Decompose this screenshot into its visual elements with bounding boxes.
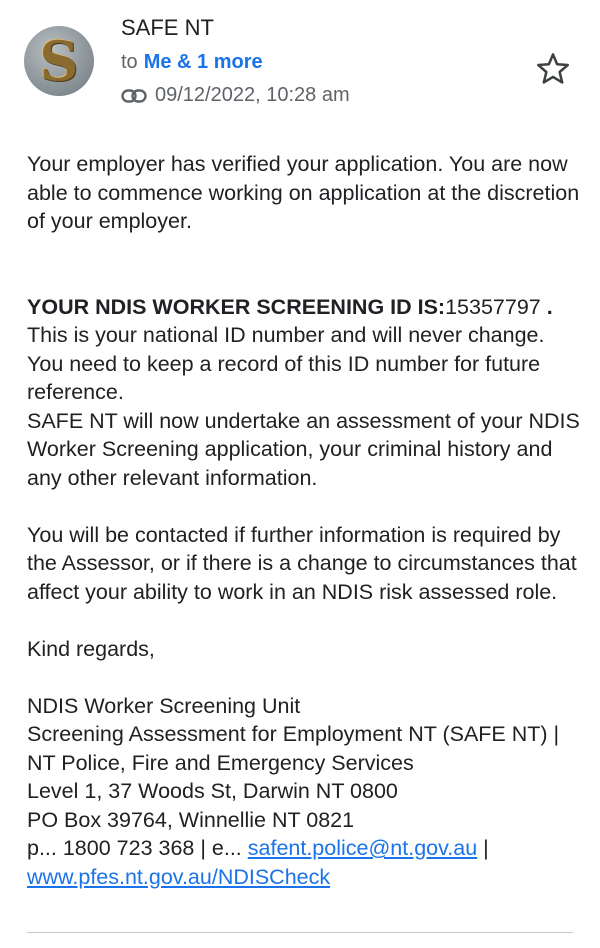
signature-separator: | <box>477 836 489 860</box>
screening-id-number: 15357797 <box>445 294 541 319</box>
to-prefix: to <box>121 51 138 73</box>
verification-paragraph: Your employer has verified your application. You are now able to commence working on application at the discretion of your employer. <box>27 152 580 233</box>
star-outline-icon[interactable] <box>534 50 572 88</box>
email-header <box>0 0 600 130</box>
screening-id-note: This is your national ID number and will never change. You need to keep a record of this ID number for future reference. <box>27 323 545 404</box>
screening-id-paragraph <box>27 293 582 407</box>
signature-contact-prefix: p... 1800 723 368 | e... <box>27 836 248 860</box>
screening-id-label: YOUR NDIS WORKER SCREENING ID IS: <box>27 294 446 319</box>
recipients-link[interactable]: Me & 1 more <box>143 51 263 73</box>
signature-address-1: Level 1, 37 Woods St, Darwin NT 0800 <box>27 779 398 803</box>
signature-unit: NDIS Worker Screening Unit <box>27 693 301 718</box>
signature-website-link[interactable]: www.pfes.nt.gov.au/NDISCheck <box>27 864 331 889</box>
contact-paragraph: You will be contacted if further information is required by the Assessor, or if there is a change to circumstances that affect your ability to work in an NDIS risk assessed role. <box>27 522 577 604</box>
divider <box>27 932 573 933</box>
signature-email-link[interactable]: safent.police@nt.gov.au <box>247 836 478 860</box>
signature-block <box>27 692 582 892</box>
avatar-letter: S <box>39 29 79 93</box>
date-line <box>121 84 350 107</box>
assessment-paragraph: SAFE NT will now undertake an assessment of your NDIS Worker Screening application, your criminal history and any other relevant information. <box>27 408 580 490</box>
recipients-line <box>121 51 263 74</box>
signature-address-2: PO Box 39764, Winnellie NT 0821 <box>27 807 355 832</box>
email-body <box>27 150 582 891</box>
sender-name[interactable]: SAFE NT <box>121 15 214 40</box>
screening-id-suffix: . <box>540 294 553 319</box>
closing-text: Kind regards, <box>27 636 155 661</box>
link-icon <box>121 89 147 103</box>
signature-org: Screening Assessment for Employment NT (SAFE NT) | NT Police, Fire and Emergency Services <box>27 722 560 775</box>
sender-avatar[interactable] <box>24 26 94 96</box>
email-datetime: 09/12/2022, 10:28 am <box>155 84 350 106</box>
